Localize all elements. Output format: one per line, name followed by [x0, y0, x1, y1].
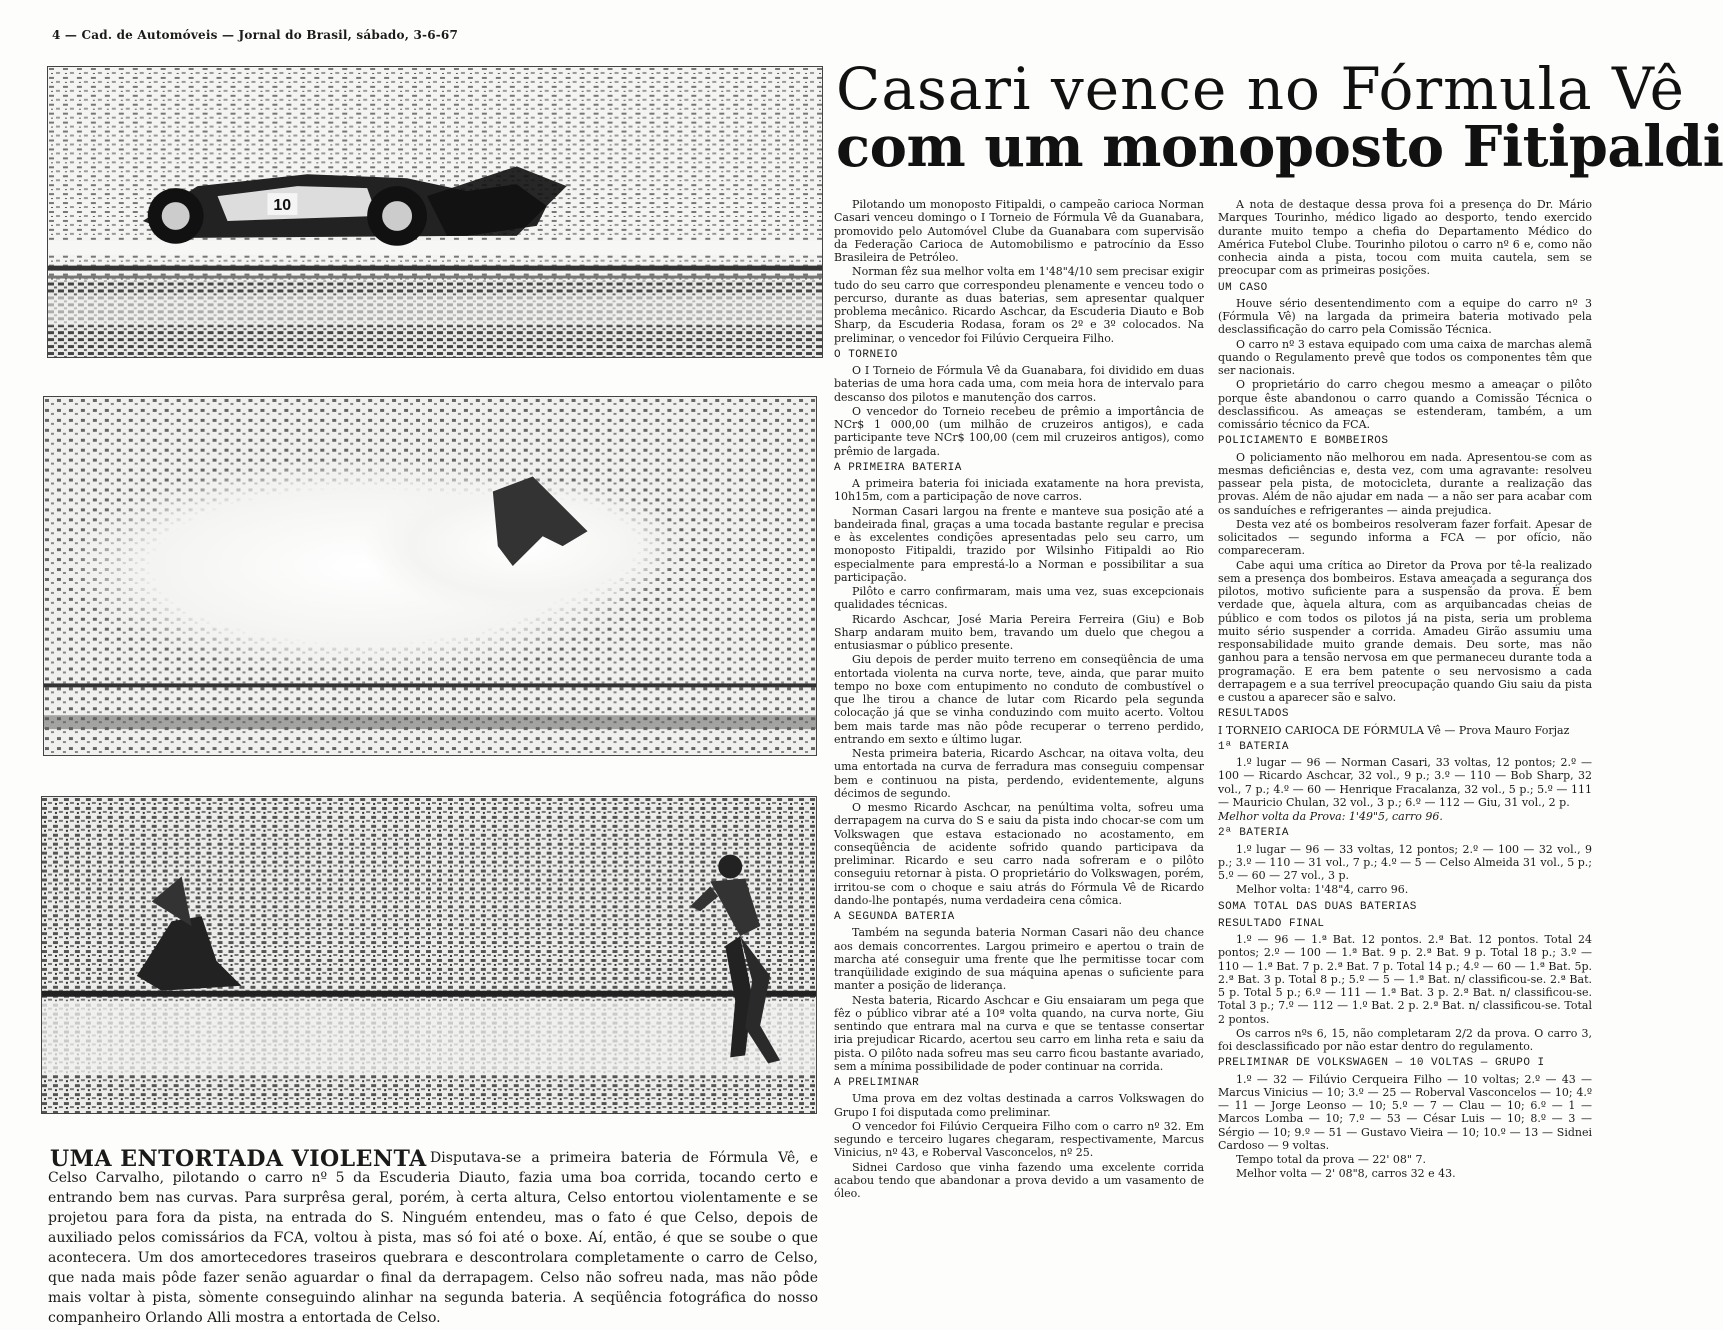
paragraph: O mesmo Ricardo Aschcar, na penúltima volta, sofreu uma derrapagem na curva do S e saiu da pista indo chocar-se com um Volkswagen que estava estacionado no acostamento, em conseqüência de acidente sofrido quando participava da preliminar. Ricardo e seu carro nada sofreram e o pilôto conseguiu retornar à pista. O proprietário do Volkswagen, porém, irritou-se com o choque e saiu atrás do Fórmula Vê de Ricardo dando-lhe pontapés, numa verdadeira cena cômica.: [834, 801, 1204, 907]
headline: [836, 55, 1723, 180]
car-spin-photo: [43, 396, 817, 756]
paragraph: Uma prova em dez voltas destinada a carros Volkswagen do Grupo I foi disputada como preliminar.: [834, 1092, 1204, 1119]
subheading: 2ª BATERIA: [1218, 827, 1290, 840]
paragraph: O carro nº 3 estava equipado com uma caixa de marchas alemã quando o Regulamento prevê que todos os componentes têm que ser nacionais.: [1218, 337, 1592, 377]
headline-line-2: com um monoposto Fitipaldi: [836, 114, 1723, 180]
headline-line-1: Casari vence no Fórmula Vê: [836, 55, 1685, 123]
results-paragraph: Melhor volta da Prova: 1'49"5, carro 96.: [1218, 810, 1443, 823]
subheading: SOMA TOTAL DAS DUAS BATERIAS: [1218, 900, 1417, 913]
race-car-photo: [47, 66, 823, 358]
subheading: O TORNEIO: [834, 348, 898, 361]
paragraph: Desta vez até os bombeiros resolveram fazer forfait. Apesar de solicitados — segundo informa a FCA — por ofício, não compareceram.: [1218, 517, 1592, 558]
results-paragraph: 1.º — 96 — 1.ª Bat. 12 pontos. 2.ª Bat. 12 pontos. Total 24 pontos; 2.º — 100 — 1.ª Bat. 9 p. 2.ª Bat. 9 p. Total 18 p.; 3.º — 110 — 1.ª Bat. 7 p. 2.ª Bat. 7 p. Total 14 p.; 4.º — 60 — 1.ª Bat. 5p. 2.ª Bat. 3 p. Total 8 p.; 5.º — 5 — 1.ª Bat. n/ classificou-se. 2.ª Bat. 5 p. Total 5 p.; 6.º — 111 — 1.ª Bat. 3 p. 2.ª Bat. n/ classificou-se. Total 3 p.; 7.º — 112 — 1.º Bat. 2 p. 2.ª Bat. n/ classificou-se. Total 2 pontos.: [1218, 933, 1592, 1026]
subheading: UM CASO: [1218, 281, 1268, 294]
paragraph: Também na segunda bateria Norman Casari não deu chance aos demais concorrentes. Largou primeiro e apertou o train de marcha até conseguir uma frente que lhe permitisse tocar com tranqüilidade exigindo de sua máquina apenas o suficiente para manter a posição de liderança.: [834, 926, 1204, 993]
paragraph: O vencedor do Torneio recebeu de prêmio a importância de NCr$ 1 000,00 (um milhão de cruzeiros antigos), e cada participante teve NCr$ 100,00 (cem mil cruzeiros antigos), como prêmio de largada.: [834, 404, 1204, 458]
results-paragraph: Os carros nºs 6, 15, não completaram 2/2 da prova. O carro 3, foi desclassificado por não estar dentro do regulamento.: [1218, 1026, 1592, 1053]
paragraph: Cabe aqui uma crítica ao Diretor da Prova por tê-la realizado sem a presença dos bombeiros. Estava ameaçada a segurança dos pilotos, motivo suficiente para a suspensão da prova. É bem verdade que, àquela altura, com as arquibancadas cheias de público e com todos os pilotos já na pista, seria um problema muito sério suspender a corrida. Amadeu Girão assumiu uma responsabilidade muito grande demais. Deu sorte, mas não ganhou para a tensão nervosa em que permaneceu durante toda a programação. E era bem patente o seu nervosismo a cada derrapagem e a sua terrível preocupação quando Giu saiu da pista e custou a aparecer são e salvo.: [1218, 558, 1592, 704]
results-paragraph: 1.º — 32 — Filúvio Cerqueira Filho — 10 voltas; 2.º — 43 — Marcus Vinicius — 10; 3.º — 25 — Roberval Vasconcelos — 10; 4.º — 11 — Jorge Leonso — 10; 5.º — 7 — Clau — 10; 6.º — 1 — Marcos Lomba — 10; 7.º — 53 — César Luis — 10; 8.º — 3 — Sérgio — 10; 9.º — 51 — Gustavo Vieira — 10; 10.º — 13 — Sidnei Cardoso — 9 voltas.: [1218, 1072, 1592, 1152]
results-paragraph: 1.º lugar — 96 — 33 voltas, 12 pontos; 2.º — 100 — 32 vol., 9 p.; 3.º — 110 — 31 vol., 7 p.; 4.º — 5 — Celso Almeida 31 vol., 5 p.; 5.º — 60 — 27 vol., 3 p.: [1218, 842, 1592, 882]
results-paragraph: Melhor volta: 1'48"4, carro 96.: [1236, 883, 1409, 897]
article-column-1: [834, 198, 1204, 1326]
subheading: PRELIMINAR DE VOLKSWAGEN — 10 VOLTAS — GRUPO I: [1218, 1057, 1545, 1070]
subheading: A SEGUNDA BATERIA: [834, 911, 955, 923]
paragraph: A nota de destaque dessa prova foi a presença do Dr. Mário Marques Tourinho, médico ligado ao desporto, tendo exercido durante muito tempo a chefia do Departamento Médico do América Futebol Clube. Tourinho pilotou o carro nº 6 e, como não conhecia ainda a pista, tocou com muita cautela, sem se preocupar com as primeiras posições.: [1218, 198, 1592, 278]
car-spin-image: [44, 397, 816, 755]
paragraph: Giu depois de perder muito terreno em conseqüência de uma entortada violenta na curva norte, teve, ainda, que parar muito tempo no boxe com entupimento no conduto de combustível o que lhe tirou a chance de lutar com Ricardo pela segunda colocação já que se vinha conduzindo com muito acerto. Voltou bem mais tarde mas não pôde recuperar o terreno perdido, entrando em sexto e último lugar.: [834, 653, 1204, 746]
page-header: 4 — Cad. de Automóveis — Jornal do Brasil, sábado, 3-6-67: [52, 28, 459, 42]
subheading: A PRELIMINAR: [834, 1077, 920, 1089]
results-paragraph: Tempo total da prova — 22' 08" 7.: [1236, 1153, 1426, 1166]
subheading: A PRIMEIRA BATERIA: [834, 461, 962, 474]
race-car-image: [48, 67, 822, 357]
results-paragraph: Melhor volta — 2' 08"8, carros 32 e 43.: [1236, 1167, 1456, 1181]
caption-text: Disputava-se a primeira bateria de Fórmula Vê, e Celso Carvalho, pilotando o carro nº 5 da Escuderia Diauto, fazia uma boa corrida, tocando certo e entrando bem nas curvas. Para surprêsa geral, porém, à certa altura, Celso entortou violentamente e se projetou para fora da pista, na entrada do S. Ninguém entendeu, mas o fato é que Celso, depois de auxiliado pelos comissários da FCA, voltou à pista, mas só foi até o boxe. Aí, então, é que se soube o que acontecera. Um dos amortecedores traseiros quebrara e descontrolara completamente o carro de Celso, que nada mais pôde fazer senão aguardar o final da derrapagem. Celso não sofreu nada, mas não pôde mais voltar à pista, sòmente conseguindo alinhar na segunda bateria. A seqüência fotográfica do nosso companheiro Orlando Alli mostra a entortada de Celso.: [48, 1150, 818, 1326]
paragraph: Pilôto e carro confirmaram, mais uma vez, suas excepcionais qualidades técnicas.: [834, 585, 1204, 612]
paragraph: Pilotando um monoposto Fitipaldi, o campeão carioca Norman Casari venceu domingo o I Torneio de Fórmula Vê da Guanabara, promovido pelo Automóvel Clube da Guanabara com supervisão da Federação Carioca de Automobilismo e patrocínio da Esso Brasileira de Petróleo.: [834, 198, 1204, 264]
paragraph: O vencedor foi Filúvio Cerqueira Filho com o carro nº 32. Em segundo e terceiro lugares chegaram, respectivamente, Marcus Vinicius, nº 43, e Roberval Vasconcelos, nº 25.: [834, 1119, 1204, 1160]
subheading: RESULTADO FINAL: [1218, 917, 1325, 930]
paragraph: O policiamento não melhorou em nada. Apresentou-se com as mesmas deficiências e, desta vez, com uma agravante: resolveu passear pela pista, de motocicleta, durante a realização das provas. Além de não ajudar em nada — a não ser para acabar com os sanduíches e refrigerantes — ainda prejudica.: [1218, 450, 1592, 517]
driver-walking-photo: [41, 796, 817, 1114]
paragraph: Nesta bateria, Ricardo Aschcar e Giu ensaiaram um pega que fêz o público vibrar até a 10ª volta quando, na curva norte, Giu sentindo que entrara mal na curva e que se tentasse consertar iria prejudicar Ricardo, acertou seu carro em linha reta e saiu da pista. O pilôto nada sofreu mas seu carro ficou bastante avariado, sem a mínima possibilidade de poder continuar na corrida.: [834, 993, 1204, 1073]
subheading: 1ª BATERIA: [1218, 740, 1290, 753]
paragraph: Houve sério desentendimento com a equipe do carro nº 3 (Fórmula Vê) na largada da primeira bateria motivado pela desclassificação do carro pela Comissão Técnica.: [1218, 296, 1592, 337]
results-paragraph: 1.º lugar — 96 — Norman Casari, 33 voltas, 12 pontos; 2.º — 100 — Ricardo Aschcar, 32 vol., 9 p.; 3.º — 110 — Bob Sharp, 32 vol., 7 p.; 4.º — 60 — Henrique Fracalanza, 32 vol., 5 p.; 5.º — 111 — Mauricio Chulan, 32 vol., 3 p.; 6.º — 112 — Giu, 31 vol., 2 p.: [1218, 756, 1592, 809]
paragraph: A primeira bateria foi iniciada exatamente na hora prevista, 10h15m, com a participação de nove carros.: [834, 477, 1204, 504]
paragraph: O I Torneio de Fórmula Vê da Guanabara, foi dividido em duas baterias de uma hora cada uma, com meia hora de intervalo para descanso dos pilotos e manutenção dos carros.: [834, 364, 1204, 404]
paragraph: Ricardo Aschcar, José Maria Pereira Ferreira (Giu) e Bob Sharp andaram muito bem, travando um duelo que chegou a entusiasmar o público presente.: [834, 612, 1204, 652]
subheading: RESULTADOS: [1218, 708, 1290, 721]
svg-text:10: 10: [273, 197, 292, 215]
driver-walking-image: [42, 797, 816, 1113]
paragraph: Norman Casari largou na frente e manteve sua posição até a bandeirada final, graças a uma tocada bastante regular e precisa e às excelentes condições apresentadas pelo seu carro, um monoposto Fitipaldi, trazido por Wilsinho Fitipaldi ao Rio especialmente para emprestá-lo a Norman e possibilitar a sua participação.: [834, 504, 1204, 584]
paragraph: Sidnei Cardoso que vinha fazendo uma excelente corrida acabou tendo que abandonar a prova devido a um vasamento de óleo.: [834, 1160, 1204, 1200]
paragraph: Norman fêz sua melhor volta em 1'48"4/10 sem precisar exigir tudo do seu carro que correspondeu plenamente e venceu todo o percurso, durante as duas baterias, sem apresentar qualquer problema mecânico. Ricardo Aschcar, da Escuderia Diauto e Bob Sharp, da Escuderia Rodasa, foram os 2º e 3º colocados. Na preliminar, o vencedor foi Filúvio Cerqueira Filho.: [834, 265, 1204, 345]
caption-title: UMA ENTORTADA VIOLENTA: [50, 1146, 427, 1172]
article-column-2: [1218, 198, 1592, 1326]
paragraph: Nesta primeira bateria, Ricardo Aschcar, na oitava volta, deu uma entortada na curva de ferradura mas conseguiu compensar bem e continuou na pista, perdendo, evidentemente, alguns décimos de segundo.: [834, 747, 1204, 800]
results-title: I TORNEIO CARIOCA DE FÓRMULA Vê — Prova Mauro Forjaz: [1218, 723, 1570, 737]
subheading: POLICIAMENTO E BOMBEIROS: [1218, 435, 1389, 448]
paragraph: O proprietário do carro chegou mesmo a ameaçar o pilôto porque êste abandonou o carro quando a Comissão Técnica o desclassificou. As ameaças se estenderam, também, a um comissário técnico da FCA.: [1218, 378, 1592, 431]
